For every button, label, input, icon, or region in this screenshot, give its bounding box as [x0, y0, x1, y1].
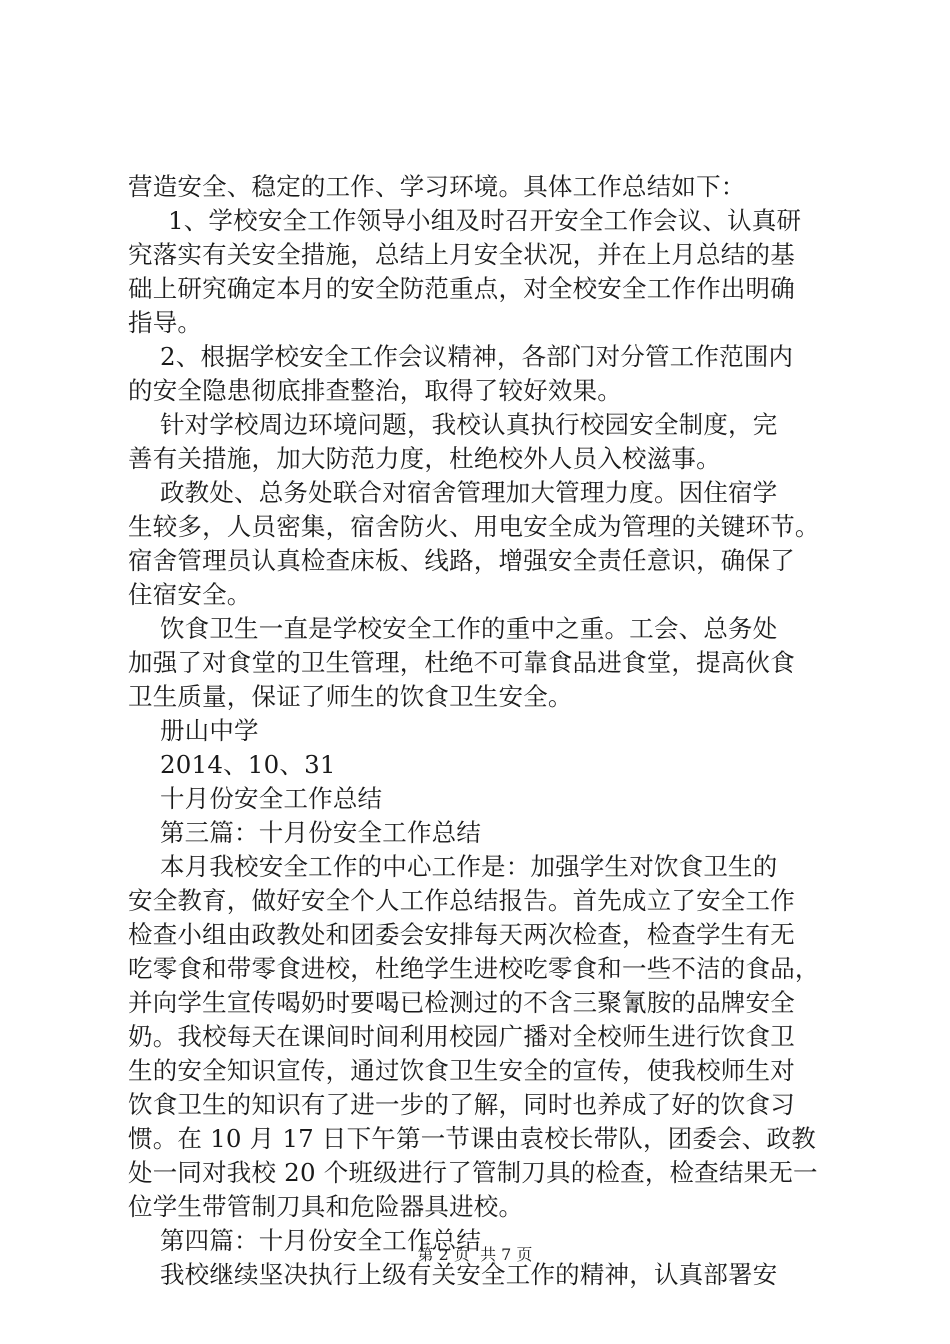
text-line: 本月我校安全工作的中心工作是：加强学生对饮食卫生的 [128, 852, 778, 881]
text-line: 针对学校周边环境问题，我校认真执行校园安全制度，完 [128, 410, 778, 439]
text-line: 我校继续坚决执行上级有关安全工作的精神，认真部署安 [128, 1260, 778, 1289]
text-line: 2、根据学校安全工作会议精神，各部门对分管工作范围内 [128, 342, 794, 371]
text-line: 位学生带管制刀具和危险器具进校。 [128, 1192, 524, 1221]
text-line: 1、学校安全工作领导小组及时召开安全工作会议、认真研 [128, 206, 802, 235]
text-line: 生的安全知识宣传，通过饮食卫生安全的宣传，使我校师生对 [128, 1056, 795, 1085]
signature-date: 2014、10、31 [128, 750, 336, 779]
text-line: 究落实有关安全措施，总结上月安全状况，并在上月总结的基 [128, 240, 795, 269]
text-line: 加强了对食堂的卫生管理，杜绝不可靠食品进食堂，提高伙食 [128, 648, 795, 677]
text-line: 安全教育，做好安全个人工作总结报告。首先成立了安全工作 [128, 886, 795, 915]
text-line: 吃零食和带零食进校，杜绝学生进校吃零食和一些不洁的食品， [128, 954, 820, 983]
section-heading: 第四篇：十月份安全工作总结 [128, 1226, 482, 1255]
text-line: 饮食卫生的知识有了进一步的了解，同时也养成了好的饮食习 [128, 1090, 795, 1119]
section-heading: 第三篇：十月份安全工作总结 [128, 818, 482, 847]
text-line: 指导。 [128, 308, 203, 337]
document-body [128, 170, 828, 1292]
text-line: 惯。在 10 月 17 日下午第一节课由袁校长带队，团委会、政教 [128, 1124, 816, 1153]
text-line: 营造安全、稳定的工作、学习环境。具体工作总结如下： [128, 172, 746, 201]
text-line: 奶。我校每天在课间时间利用校园广播对全校师生进行饮食卫 [128, 1022, 795, 1051]
signature-school: 册山中学 [128, 716, 259, 745]
text-line: 住宿安全。 [128, 580, 252, 609]
text-line: 善有关措施，加大防范力度，杜绝校外人员入校滋事。 [128, 444, 721, 473]
text-line: 的安全隐患彻底排查整治，取得了较好效果。 [128, 376, 622, 405]
page-number-footer: 第 2 页 共 7 页 [417, 1245, 533, 1264]
text-line: 并向学生宣传喝奶时要喝已检测过的不含三聚氰胺的品牌安全 [128, 988, 795, 1017]
text-line: 础上研究确定本月的安全防范重点，对全校安全工作作出明确 [128, 274, 795, 303]
text-line: 处一同对我校 20 个班级进行了管制刀具的检查，检查结果无一 [128, 1158, 818, 1187]
text-line: 宿舍管理员认真检查床板、线路，增强安全责任意识，确保了 [128, 546, 795, 575]
text-line: 生较多，人员密集，宿舍防火、用电安全成为管理的关键环节。 [128, 512, 820, 541]
text-line: 政教处、总务处联合对宿舍管理加大管理力度。因住宿学 [128, 478, 778, 507]
text-line: 检查小组由政教处和团委会安排每天两次检查，检查学生有无 [128, 920, 795, 949]
section-title: 十月份安全工作总结 [128, 784, 383, 813]
text-line: 饮食卫生一直是学校安全工作的重中之重。工会、总务处 [128, 614, 778, 643]
text-line: 卫生质量，保证了师生的饮食卫生安全。 [128, 682, 573, 711]
